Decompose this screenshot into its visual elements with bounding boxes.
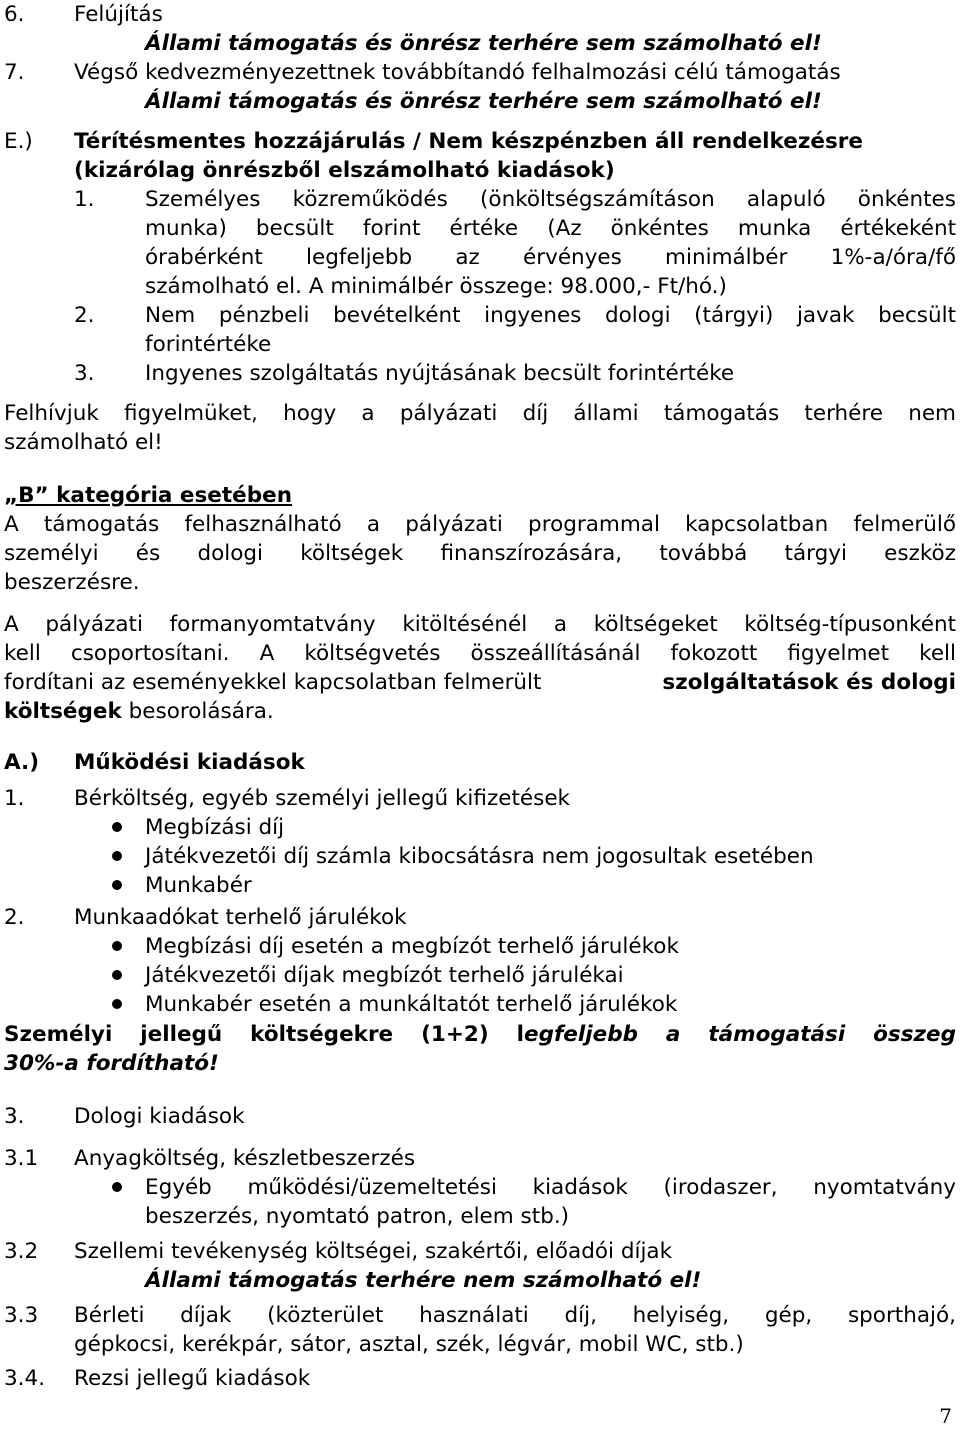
section-e-sub1-line1: Személyes közreműködés (önköltségszámításon alapuló önkéntes xyxy=(145,187,956,212)
section-e-sub1-line4: számolható el. A minimálbér összege: 98.000,- Ft/hó.) xyxy=(145,274,727,299)
item-3-3-line1: Bérleti díjak (közterület használati díj, helyiség, gép, sporthajó, xyxy=(74,1303,956,1328)
bullet-icon xyxy=(112,880,122,890)
item-6-title: Felújítás xyxy=(74,2,163,27)
section-e-title-line2: (kizárólag önrészből elszámolható kiadások) xyxy=(74,158,615,183)
item-2-bullet-3: Munkabér esetén a munkáltatót terhelő járulékok xyxy=(145,992,678,1017)
item-1-bullet-3: Munkabér xyxy=(145,873,252,898)
notice-line1: Felhívjuk figyelmüket, hogy a pályázati díj állami támogatás terhére nem xyxy=(4,401,956,426)
section-e-sub1-line3: órabérként legfeljebb az érvényes minimálbér 1%-a/óra/fő xyxy=(145,245,956,270)
bullet-icon xyxy=(112,822,122,832)
bullet-icon xyxy=(112,1182,122,1192)
item-2-bullet-1: Megbízási díj esetén a megbízót terhelő járulékok xyxy=(145,934,679,959)
category-b-p2-line4-bold: költségek xyxy=(4,699,122,724)
item-7-number: 7. xyxy=(4,60,25,85)
section-a-number: A.) xyxy=(4,750,40,775)
limit-line2: 30%-a fordítható! xyxy=(4,1051,219,1076)
item-2-title: Munkaadókat terhelő járulékok xyxy=(74,905,407,930)
item-7-note: Állami támogatás és önrész terhére sem számolható el! xyxy=(145,89,822,114)
category-b-p1-line2: személyi és dologi költségek finanszírozására, továbbá tárgyi eszköz xyxy=(4,541,956,566)
item-1-number: 1. xyxy=(4,786,25,811)
section-e-sub2-line2: forintértéke xyxy=(145,332,272,357)
item-7-title: Végső kedvezményezettnek továbbítandó felhalmozási célú támogatás xyxy=(74,60,841,85)
item-3-4-title: Rezsi jellegű kiadások xyxy=(74,1366,311,1391)
section-e-number: E.) xyxy=(4,129,33,154)
item-1-title: Bérköltség, egyéb személyi jellegű kifizetések xyxy=(74,786,571,811)
section-a-title: Működési kiadások xyxy=(74,750,305,775)
item-3-3-line2: gépkocsi, kerékpár, sátor, asztal, szék, légvár, mobil WC, stb.) xyxy=(74,1332,744,1357)
item-2-number: 2. xyxy=(4,905,25,930)
limit-line1-bold-italic: egfeljebb a támogatási összeg xyxy=(523,1022,956,1047)
item-3-1-title: Anyagköltség, készletbeszerzés xyxy=(74,1146,416,1171)
item-2-bullet-2: Játékvezetői díjak megbízót terhelő járulékai xyxy=(145,963,624,988)
category-b-p1-line1: A támogatás felhasználható a pályázati programmal kapcsolatban felmerülő xyxy=(4,512,956,537)
item-3-2-note: Állami támogatás terhére nem számolható el! xyxy=(145,1268,702,1293)
item-3-3-number: 3.3 xyxy=(4,1303,39,1328)
category-b-p2-line3-bold: szolgáltatások és dologi xyxy=(662,670,956,695)
page-number: 7 xyxy=(939,1404,952,1428)
section-e-sub2-number: 2. xyxy=(74,303,95,328)
category-b-p2-line4-text: besorolására. xyxy=(121,699,274,724)
item-3-4-number: 3.4. xyxy=(4,1366,46,1391)
bullet-icon xyxy=(112,941,122,951)
item-3-1-number: 3.1 xyxy=(4,1146,39,1171)
bullet-icon xyxy=(112,970,122,980)
category-b-p2-line4 xyxy=(4,697,274,726)
category-b-p2-line1: A pályázati formanyomtatvány kitöltésénél a költségeket költség-típusonként xyxy=(4,612,956,637)
section-e-sub1-line2: munka) becsült forint értéke (Az önkéntes munka értékeként xyxy=(145,216,956,241)
category-b-heading: „B” kategória esetében xyxy=(4,483,293,508)
item-6-number: 6. xyxy=(4,2,25,27)
notice-line2: számolható el! xyxy=(4,430,163,455)
item-6-note: Állami támogatás és önrész terhére sem számolható el! xyxy=(145,31,822,56)
section-e-title-line1: Térítésmentes hozzájárulás / Nem készpénzben áll rendelkezésre xyxy=(74,129,863,154)
category-b-p2-line3-text: fordítani az eseményekkel kapcsolatban felmerült xyxy=(4,670,542,695)
item-3-1-bullet-line1: Egyéb működési/üzemeltetési kiadások (irodaszer, nyomtatvány xyxy=(145,1175,956,1200)
section-e-sub3-number: 3. xyxy=(74,361,95,386)
limit-line1 xyxy=(4,1020,956,1049)
section-e-sub1-number: 1. xyxy=(74,187,95,212)
item-3-2-title: Szellemi tevékenység költségei, szakértői, előadói díjak xyxy=(74,1239,673,1264)
limit-line1-bold: Személyi jellegű költségekre (1+2) l xyxy=(4,1022,524,1047)
item-3-2-number: 3.2 xyxy=(4,1239,39,1264)
category-b-p2-line2: kell csoportosítani. A költségvetés összeállításánál fokozott figyelmet kell xyxy=(4,641,956,666)
category-b-p2-line3 xyxy=(4,668,956,697)
bullet-icon xyxy=(112,851,122,861)
category-b-p1-line3: beszerzésre. xyxy=(4,570,140,595)
bullet-icon xyxy=(112,999,122,1009)
item-3-title: Dologi kiadások xyxy=(74,1104,245,1129)
item-3-number: 3. xyxy=(4,1104,25,1129)
section-e-sub3-line1: Ingyenes szolgáltatás nyújtásának becsült forintértéke xyxy=(145,361,735,386)
item-1-bullet-2: Játékvezetői díj számla kibocsátásra nem jogosultak esetében xyxy=(145,844,814,869)
item-1-bullet-1: Megbízási díj xyxy=(145,815,285,840)
section-e-sub2-line1: Nem pénzbeli bevételként ingyenes dologi (tárgyi) javak becsült xyxy=(145,303,956,328)
item-3-1-bullet-line2: beszerzés, nyomtató patron, elem stb.) xyxy=(145,1204,570,1229)
